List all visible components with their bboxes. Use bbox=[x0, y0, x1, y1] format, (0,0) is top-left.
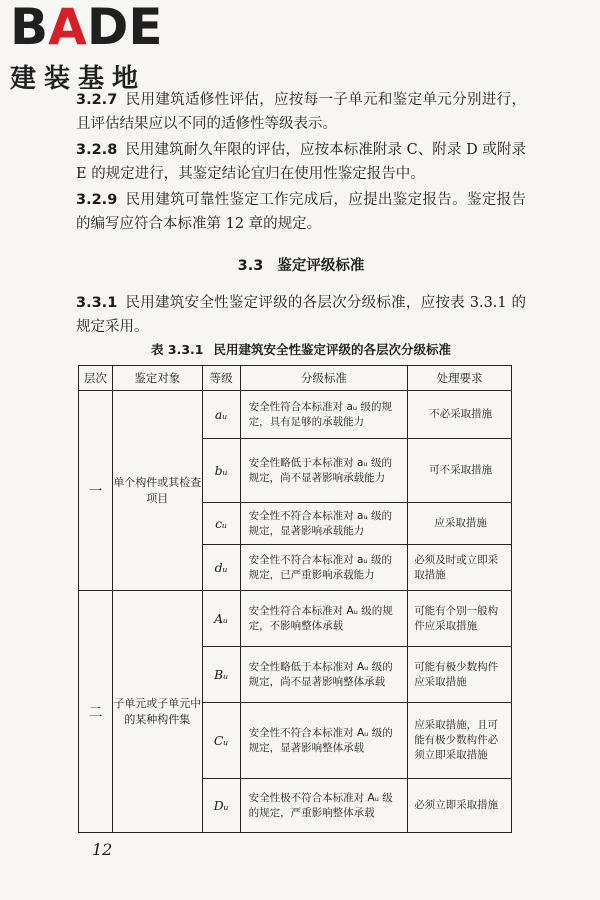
requirement-cell: 必须及时或立即采取措施 bbox=[408, 545, 512, 591]
standard-cell: 安全性不符合本标准对 aᵤ 级的规定，显著影响承载能力 bbox=[240, 503, 408, 545]
grade-cell: Dᵤ bbox=[202, 779, 240, 833]
clause-3-2-9: 3.2.9 民用建筑可靠性鉴定工作完成后，应提出鉴定报告。鉴定报告的编写应符合本标准第 12 章的规定。 bbox=[76, 192, 526, 232]
standard-cell: 安全性符合本标准对 Aᵤ 级的规定，不影响整体承载 bbox=[240, 591, 408, 647]
clause-3-3-1: 3.3.1 民用建筑安全性鉴定评级的各层次分级标准，应按表 3.3.1 的规定采用。 bbox=[76, 295, 526, 335]
object-cell: 单个构件或其检查项目 bbox=[112, 391, 202, 591]
object-cell: 子单元或子单元中的某种构件集 bbox=[112, 591, 202, 833]
section-heading: 3.3 鉴定评级标准 bbox=[237, 258, 365, 274]
header-grade: 等级 bbox=[202, 366, 240, 391]
clause-3-2-8: 3.2.8 民用建筑耐久年限的评估，应按本标准附录 C、附录 D 或附录 E 的规定进行，其鉴定结论宜归在使用性鉴定报告中。 bbox=[76, 142, 526, 182]
requirement-cell: 不必采取措施 bbox=[408, 391, 512, 439]
standard-cell: 安全性不符合本标准对 aᵤ 级的规定，已严重影响承载能力 bbox=[240, 545, 408, 591]
header-level: 层次 bbox=[79, 366, 113, 391]
standard-cell: 安全性略低于本标准对 Aᵤ 级的规定，尚不显著影响整体承载 bbox=[240, 647, 408, 703]
logo-subtitle: 建装基地 bbox=[10, 64, 147, 94]
grade-cell: aᵤ bbox=[202, 391, 240, 439]
grade-cell: Aᵤ bbox=[202, 591, 240, 647]
table-row bbox=[79, 391, 512, 439]
standard-cell: 安全性极不符合本标准对 Aᵤ 级的规定，严重影响整体承载 bbox=[240, 779, 408, 833]
header-requirement: 处理要求 bbox=[408, 366, 512, 391]
clause-3-2-7: 3.2.7 民用建筑适修性评估，应按每一子单元和鉴定单元分别进行，且评估结果应以不同的适修性等级表示。 bbox=[76, 92, 526, 132]
grade-cell: bᵤ bbox=[202, 439, 240, 503]
grade-cell: Bᵤ bbox=[202, 647, 240, 703]
bade-logo bbox=[4, 0, 194, 94]
page-number: 12 bbox=[92, 840, 113, 859]
table-row bbox=[79, 591, 512, 647]
requirement-cell: 应采取措施，且可能有极少数构件必须立即采取措施 bbox=[408, 703, 512, 779]
header-standard: 分级标准 bbox=[240, 366, 408, 391]
table-header-row bbox=[79, 366, 512, 391]
requirement-cell: 应采取措施 bbox=[408, 503, 512, 545]
table-caption: 表 3.3.1 民用建筑安全性鉴定评级的各层次分级标准 bbox=[151, 342, 451, 357]
requirement-cell: 必须立即采取措施 bbox=[408, 779, 512, 833]
logo-wordmark: BADE bbox=[10, 0, 163, 56]
page-content bbox=[76, 88, 526, 339]
standard-cell: 安全性符合本标准对 aᵤ 级的规定，具有足够的承载能力 bbox=[240, 391, 408, 439]
requirement-cell: 可能有极少数构件应采取措施 bbox=[408, 647, 512, 703]
requirement-cell: 可能有个别一般构件应采取措施 bbox=[408, 591, 512, 647]
grade-cell: cᵤ bbox=[202, 503, 240, 545]
grade-cell: dᵤ bbox=[202, 545, 240, 591]
grade-cell: Cᵤ bbox=[202, 703, 240, 779]
standard-cell: 安全性略低于本标准对 aᵤ 级的规定，尚不显著影响承载能力 bbox=[240, 439, 408, 503]
level-cell: 二 bbox=[79, 591, 113, 833]
header-object: 鉴定对象 bbox=[112, 366, 202, 391]
standard-cell: 安全性不符合本标准对 Aᵤ 级的规定，显著影响整体承载 bbox=[240, 703, 408, 779]
requirement-cell: 可不采取措施 bbox=[408, 439, 512, 503]
grading-standard-table bbox=[78, 365, 512, 833]
level-cell: 一 bbox=[79, 391, 113, 591]
